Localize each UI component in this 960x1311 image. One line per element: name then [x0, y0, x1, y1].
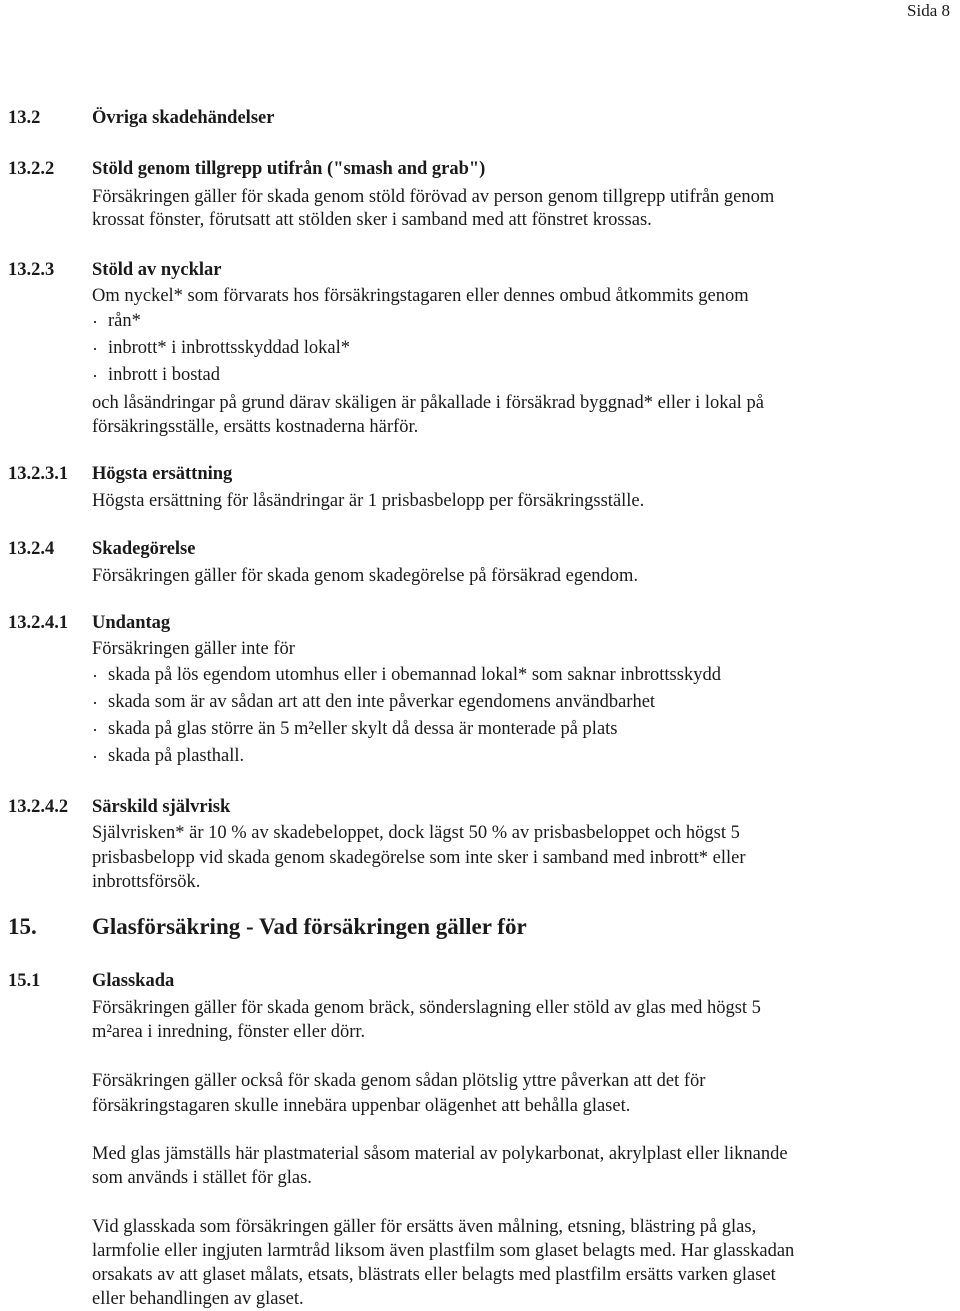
list-item: skada som är av sådan art att den inte påverkar egendomens användbarhet	[108, 692, 656, 712]
section-title: Undantag	[92, 613, 171, 633]
section-title: Stöld genom tillgrepp utifrån ("smash and grab")	[92, 159, 486, 179]
body-text-line: Självrisken* är 10 % av skadebeloppet, dock lägst 50 % av prisbasbeloppet och högst 5	[92, 823, 740, 843]
list-item: skada på glas större än 5 m²eller skylt då dessa är monterade på plats	[108, 719, 618, 739]
section-title: Stöld av nycklar	[92, 260, 222, 280]
body-text-line: försäkringsställe, ersätts kostnaderna härför.	[92, 417, 419, 437]
section-number: 15.1	[8, 971, 41, 991]
body-text-line: Försäkringen gäller inte för	[92, 639, 295, 659]
list-item: skada på plasthall.	[108, 746, 245, 766]
page-number: Sida 8	[907, 1, 950, 20]
body-text-line: Vid glasskada som försäkringen gäller för ersätts även målning, etsning, blästring på glas,	[92, 1217, 757, 1237]
section-title: Högsta ersättning	[92, 464, 233, 484]
bullet-dot: ·	[92, 366, 98, 386]
section-number: 13.2.3.1	[8, 464, 69, 484]
bullet-dot: ·	[92, 312, 98, 332]
chapter-number: 15.	[8, 914, 37, 939]
body-text-line: Försäkringen gäller också för skada genom sådan plötslig yttre påverkan att det för	[92, 1071, 706, 1091]
body-text-line: m²area i inredning, fönster eller dörr.	[92, 1022, 366, 1042]
body-text-line: larmfolie eller ingjuten larmtråd liksom även plastfilm som glaset belagts med. Har glasskadan	[92, 1241, 795, 1261]
body-text-line: försäkringstagaren skulle innebära uppenbar olägenhet att behålla glaset.	[92, 1096, 631, 1116]
section-number: 13.2.2	[8, 159, 55, 179]
list-item: skada på lös egendom utomhus eller i obemannad lokal* som saknar inbrottsskydd	[108, 665, 721, 685]
list-item: inbrott* i inbrottsskyddad lokal*	[108, 338, 351, 358]
body-text-line: Försäkringen gäller för skada genom bräck, sönderslagning eller stöld av glas med högst 5	[92, 998, 761, 1018]
body-text-line: som används i stället för glas.	[92, 1168, 312, 1188]
body-text-line: inbrottsförsök.	[92, 872, 201, 892]
section-number: 13.2	[8, 108, 41, 128]
section-number: 13.2.4.2	[8, 797, 69, 817]
body-text-line: prisbasbelopp vid skada genom skadegörelse som inte sker i samband med inbrott* eller	[92, 848, 746, 868]
body-text-line: och låsändringar på grund därav skäligen är påkallade i försäkrad byggnad* eller i lokal på	[92, 393, 764, 413]
body-text-line: Högsta ersättning för låsändringar är 1 prisbasbelopp per försäkringsställe.	[92, 491, 645, 511]
section-title: Skadegörelse	[92, 539, 196, 559]
section-title: Övriga skadehändelser	[92, 108, 275, 128]
body-text-line: Försäkringen gäller för skada genom stöld förövad av person genom tillgrepp utifrån genom	[92, 187, 775, 207]
bullet-dot: ·	[92, 747, 98, 767]
body-text-line: Med glas jämställs här plastmaterial såsom material av polykarbonat, akrylplast eller liknande	[92, 1144, 788, 1164]
body-text-line: krossat fönster, förutsatt att stölden sker i samband med att fönstret krossas.	[92, 210, 652, 230]
body-text-line: orsakats av att glaset målats, etsats, blästrats eller belagts med plastfilm ersätts varken glaset	[92, 1265, 776, 1285]
bullet-dot: ·	[92, 693, 98, 713]
bullet-dot: ·	[92, 720, 98, 740]
body-text-line: Försäkringen gäller för skada genom skadegörelse på försäkrad egendom.	[92, 566, 639, 586]
body-text-line: Om nyckel* som förvarats hos försäkringstagaren eller dennes ombud åtkommits genom	[92, 286, 749, 306]
section-number: 13.2.4	[8, 539, 55, 559]
list-item: rån*	[108, 311, 141, 331]
section-title: Glasskada	[92, 971, 175, 991]
bullet-dot: ·	[92, 339, 98, 359]
chapter-title: Glasförsäkring - Vad försäkringen gäller för	[92, 914, 527, 939]
section-number: 13.2.4.1	[8, 613, 69, 633]
section-number: 13.2.3	[8, 260, 55, 280]
section-title: Särskild självrisk	[92, 797, 231, 817]
bullet-dot: ·	[92, 666, 98, 686]
list-item: inbrott i bostad	[108, 365, 221, 385]
body-text-line: eller behandlingen av glaset.	[92, 1289, 304, 1309]
